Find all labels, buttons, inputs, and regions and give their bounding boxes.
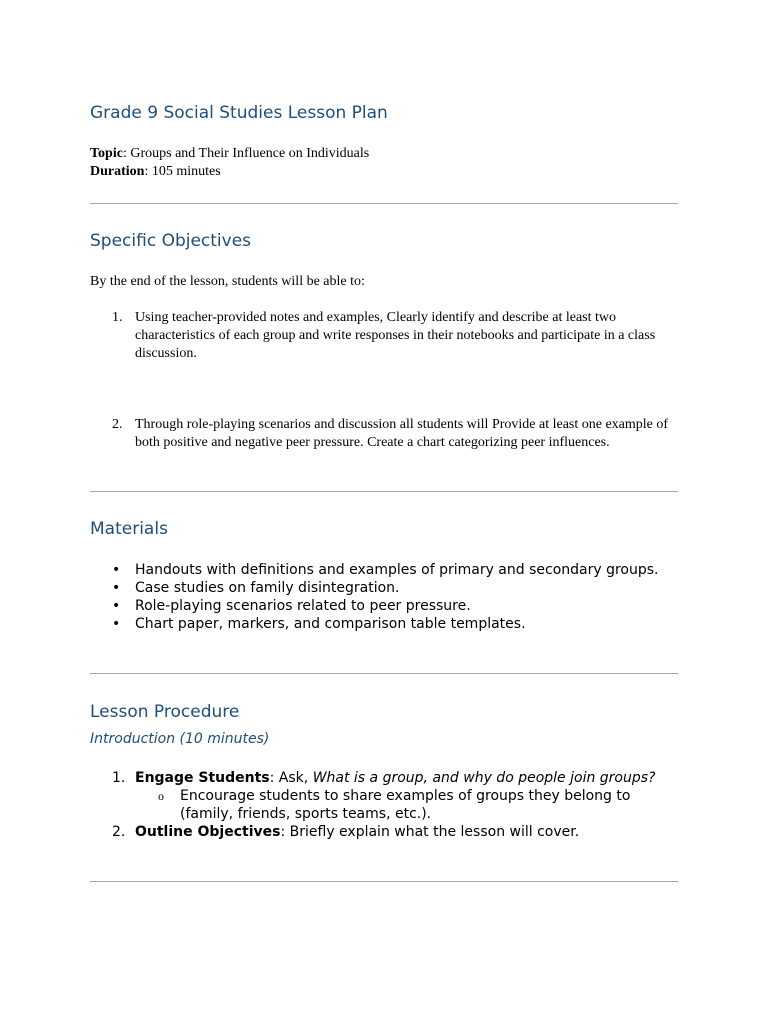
procedure-substep: [90, 787, 678, 823]
duration-line: [90, 163, 369, 181]
objective-item: [90, 309, 678, 363]
material-text: Role-playing scenarios related to peer pressure.: [135, 598, 471, 614]
step-lead: : Ask,: [269, 770, 313, 786]
objective-text: Using teacher-provided notes and examples, Clearly identify and describe at least two characteristics of each group and write responses in their notebooks and participate in a class discussion.: [135, 310, 656, 361]
divider: [90, 203, 678, 204]
bullet-icon: •: [112, 616, 121, 632]
material-text: Case studies on family disintegration.: [135, 580, 400, 596]
objective-text: Through role-playing scenarios and discussion all students will Provide at least one example of both positive and negative peer pressure. Create a chart categorizing peer influences.: [135, 417, 669, 450]
procedure-step: [90, 769, 678, 787]
objectives-list: [90, 309, 678, 363]
materials-list: [90, 561, 678, 633]
lesson-meta: [90, 145, 369, 181]
substep-text: Encourage students to share examples of groups they belong to (family, friends, sports teams, etc.).: [180, 788, 631, 822]
materials-heading: Materials: [90, 519, 168, 539]
objectives-intro: By the end of the lesson, students will be able to:: [90, 274, 365, 289]
procedure-heading: Lesson Procedure: [90, 702, 240, 722]
material-item: [90, 597, 678, 615]
duration-value: : 105 minutes: [144, 164, 221, 179]
bullet-icon: •: [112, 598, 121, 614]
duration-label: Duration: [90, 164, 145, 179]
objectives-list-continued: [90, 416, 678, 452]
step-question: What is a group, and why do people join groups?: [312, 770, 656, 786]
material-text: Chart paper, markers, and comparison table templates.: [135, 616, 526, 632]
bullet-icon: •: [112, 580, 121, 596]
topic-line: [90, 145, 369, 163]
divider: [90, 491, 678, 492]
topic-value: : Groups and Their Influence on Individuals: [122, 146, 370, 161]
step-lead: : Briefly explain what the lesson will cover.: [280, 824, 580, 840]
list-number: 2.: [112, 417, 123, 432]
page-title: Grade 9 Social Studies Lesson Plan: [90, 103, 388, 123]
procedure-subheading: Introduction (10 minutes): [90, 731, 270, 747]
material-text: Handouts with definitions and examples of primary and secondary groups.: [135, 562, 659, 578]
topic-label: Topic: [90, 146, 123, 161]
objective-item: [90, 416, 678, 452]
step-label: Engage Students: [135, 770, 270, 786]
procedure-step: [90, 823, 678, 841]
circle-bullet-icon: o: [158, 789, 164, 803]
divider: [90, 673, 678, 674]
divider: [90, 881, 678, 882]
step-label: Outline Objectives: [135, 824, 281, 840]
list-number: 2.: [112, 824, 126, 840]
list-number: 1.: [112, 770, 126, 786]
bullet-icon: •: [112, 562, 121, 578]
material-item: [90, 561, 678, 579]
objectives-heading: Specific Objectives: [90, 231, 252, 251]
material-item: [90, 579, 678, 597]
list-number: 1.: [112, 310, 123, 325]
procedure-steps: [90, 769, 678, 841]
material-item: [90, 615, 678, 633]
